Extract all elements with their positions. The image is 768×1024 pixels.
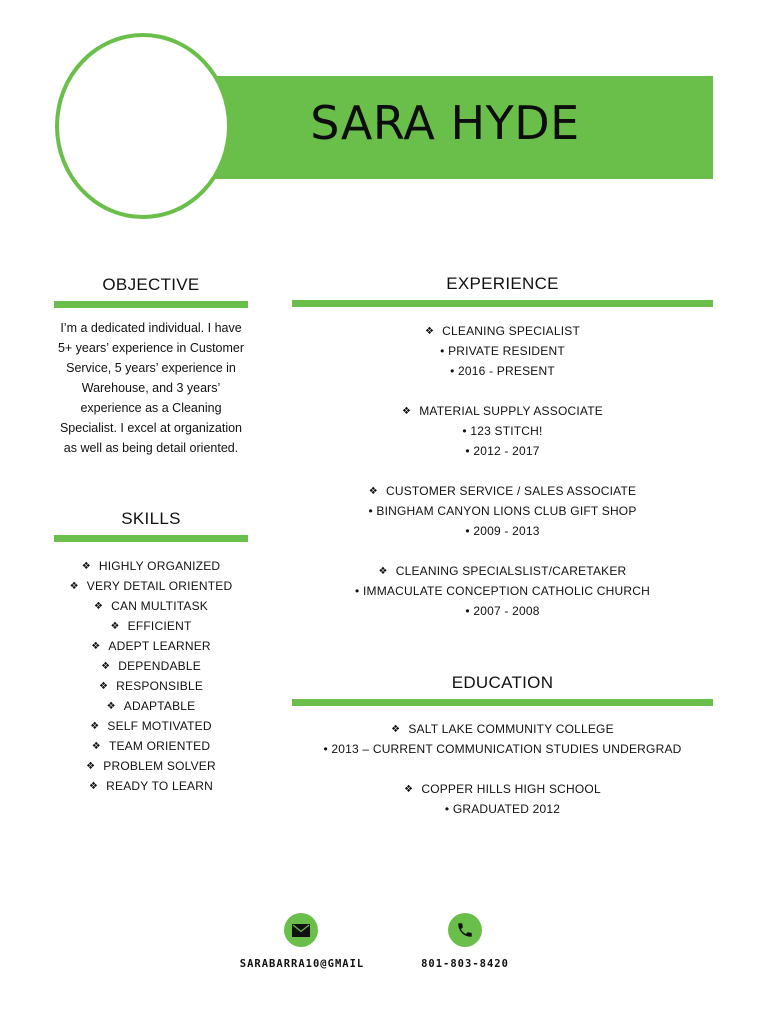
school-detail: • GRADUATED 2012 <box>444 802 561 816</box>
education-entry <box>292 719 713 759</box>
experience-entry <box>292 561 713 621</box>
education-entry <box>292 779 713 819</box>
experience-title: EXPERIENCE <box>446 274 559 293</box>
experience-entry <box>292 401 713 461</box>
skills-rule <box>54 535 248 542</box>
diamond-bullet-icon: ❖ <box>391 724 401 735</box>
skill-item: ❖ ADEPT LEARNER <box>91 639 211 653</box>
objective-text <box>46 318 256 458</box>
diamond-bullet-icon: ❖ <box>69 581 79 592</box>
objective-rule <box>54 301 248 308</box>
envelope-icon <box>284 913 318 947</box>
diamond-bullet-icon: ❖ <box>86 761 96 772</box>
diamond-bullet-icon: ❖ <box>90 721 100 732</box>
diamond-bullet-icon: ❖ <box>88 781 99 792</box>
diamond-bullet-icon: ❖ <box>101 661 111 672</box>
experience-entry <box>292 481 713 541</box>
skill-item: ❖ ADAPTABLE <box>106 699 196 713</box>
diamond-bullet-icon: ❖ <box>378 566 388 577</box>
job-place: • BINGHAM CANYON LIONS CLUB GIFT SHOP <box>368 504 637 518</box>
job-place: • IMMACULATE CONCEPTION CATHOLIC CHURCH <box>355 584 650 598</box>
diamond-bullet-icon: ❖ <box>106 701 116 712</box>
diamond-bullet-icon: ❖ <box>402 406 412 417</box>
job-dates: • 2007 - 2008 <box>465 604 540 618</box>
job-role: MATERIAL SUPPLY ASSOCIATE <box>419 404 603 418</box>
diamond-bullet-icon: ❖ <box>91 641 101 652</box>
education-rule <box>292 699 713 706</box>
diamond-bullet-icon: ❖ <box>368 486 378 497</box>
objective-line: Warehouse, and 3 years’ <box>81 381 221 395</box>
skill-item: ❖ VERY DETAIL ORIENTED <box>69 579 233 593</box>
skill-item: ❖ RESPONSIBLE <box>98 679 204 693</box>
skill-item: ❖ HIGHLY ORGANIZED <box>81 559 221 573</box>
education-title: EDUCATION <box>451 673 554 692</box>
objective-line: I’m a dedicated individual. I have <box>60 321 242 335</box>
objective-title: OBJECTIVE <box>102 275 200 294</box>
job-role: CLEANING SPECIALSLIST/CARETAKER <box>395 564 627 578</box>
objective-line: experience as a Cleaning <box>80 401 222 415</box>
job-role: CUSTOMER SERVICE / SALES ASSOCIATE <box>385 484 637 498</box>
diamond-bullet-icon: ❖ <box>81 561 91 572</box>
skill-item: ❖ SELF MOTIVATED <box>90 719 212 733</box>
skill-item: ❖ DEPENDABLE <box>101 659 201 673</box>
objective-line: 5+ years’ experience in Customer <box>57 341 245 355</box>
skill-item: ❖ EFFICIENT <box>110 619 192 633</box>
diamond-bullet-icon: ❖ <box>424 326 435 337</box>
objective-line: Specialist. I excel at organization <box>59 421 243 435</box>
skills-list <box>40 556 262 796</box>
diamond-bullet-icon: ❖ <box>98 681 109 692</box>
job-dates: • 2009 - 2013 <box>465 524 540 538</box>
experience-rule <box>292 300 713 307</box>
objective-line: as well as being detail oriented. <box>63 441 239 455</box>
diamond-bullet-icon: ❖ <box>110 621 120 632</box>
skill-item: ❖ TEAM ORIENTED <box>91 739 211 753</box>
phone-icon <box>448 913 482 947</box>
diamond-bullet-icon: ❖ <box>404 784 414 795</box>
school-name: COPPER HILLS HIGH SCHOOL <box>421 782 601 796</box>
skills-title: SKILLS <box>121 509 181 528</box>
experience-entry <box>292 321 713 381</box>
job-dates: • 2016 - PRESENT <box>450 364 555 378</box>
job-place: • 123 STITCH! <box>462 424 543 438</box>
job-role: CLEANING SPECIALIST <box>442 324 580 338</box>
profile-photo-placeholder <box>55 33 231 219</box>
job-place: • PRIVATE RESIDENT <box>440 344 565 358</box>
skill-item: ❖ CAN MULTITASK <box>93 599 208 613</box>
contact-email[interactable]: SARABARRA10@GMAIL <box>239 958 365 970</box>
diamond-bullet-icon: ❖ <box>91 741 101 752</box>
diamond-bullet-icon: ❖ <box>93 601 104 612</box>
school-detail: • 2013 – CURRENT COMMUNICATION STUDIES UNDERGRAD <box>323 742 682 756</box>
candidate-name: SARA HYDE <box>310 96 580 150</box>
school-name: SALT LAKE COMMUNITY COLLEGE <box>408 722 614 736</box>
skill-item: ❖ READY TO LEARN <box>88 779 213 793</box>
skill-item: ❖ PROBLEM SOLVER <box>86 759 216 773</box>
contact-phone[interactable]: 801-803-8420 <box>421 958 509 970</box>
objective-line: Service, 5 years’ experience in <box>66 361 236 375</box>
job-dates: • 2012 - 2017 <box>465 444 540 458</box>
